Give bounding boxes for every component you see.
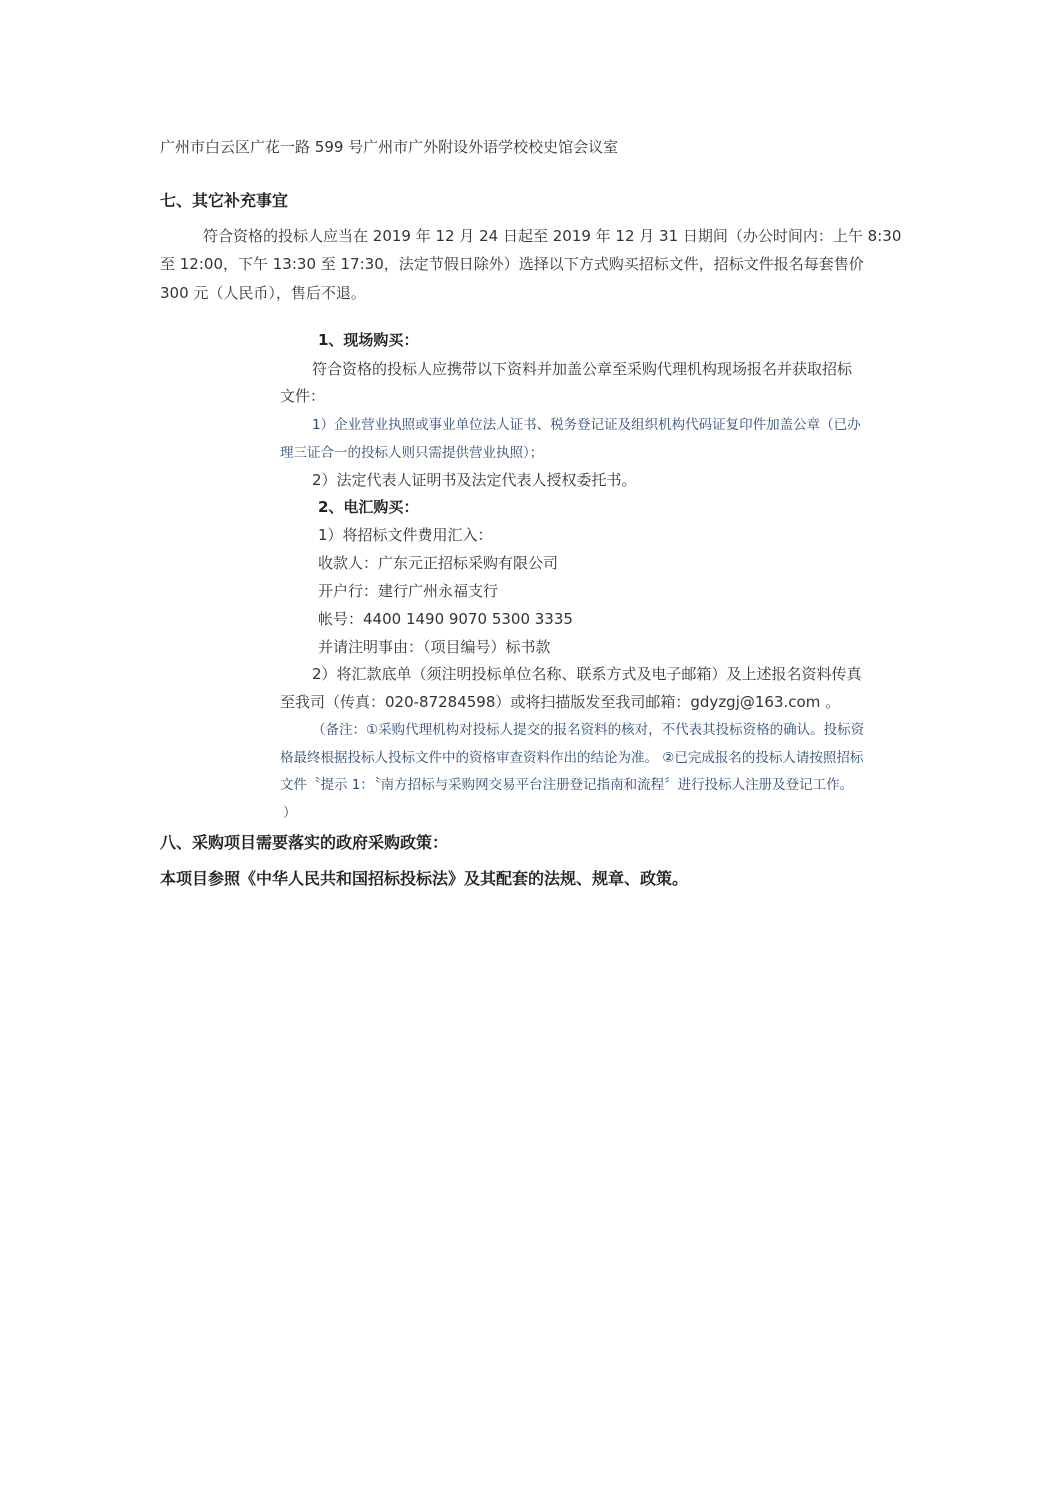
remark-line-1: （备注：①采购代理机构对投标人提交的报名资料的核对，不代表其投标资格的确认。投标资 [312,722,865,738]
section-8-text: 本项目参照《中华人民共和国招标投标法》及其配套的法规、规章、政策。 [160,869,689,888]
onsite-item-2: 2）法定代表人证明书及法定代表人授权委托书。 [312,471,637,489]
remark-line-4: ） [283,805,297,821]
onsite-item-1-line-1: 1）企业营业执照或事业单位法人证书、税务登记证及组织机构代码证复印件加盖公章（已办 [312,417,861,433]
wire-bank: 开户行：建行广州永福支行 [318,582,499,600]
wire-account: 帐号：4400 1490 9070 5300 3335 [318,610,573,628]
address-line: 广州市白云区广花一路 599 号广州市广外附设外语学校校史馆会议室 [160,138,619,156]
section-7-intro-line-3: 300 元（人民币），售后不退。 [160,284,366,302]
section-7-intro-line-1: 符合资格的投标人应当在 2019 年 12 月 24 日起至 2019 年 12 月 31 日期间（办公时间内：上午 8:30 [203,227,902,245]
section-7-heading: 七、其它补充事宜 [160,191,289,210]
section-7-intro-line-2: 至 12:00，下午 13:30 至 17:30，法定节假日除外）选择以下方式购买招标文件，招标文件报名每套售价 [160,255,864,273]
onsite-purchase-heading: 1、现场购买： [318,331,419,349]
wire-purchase-heading: 2、电汇购买： [318,498,419,516]
wire-item-2-line-2: 至我司（传真：020-87284598）或将扫描版发至我司邮箱：gdyzgj@163.com 。 [280,693,841,711]
onsite-purchase-line-1: 符合资格的投标人应携带以下资料并加盖公章至采购代理机构现场报名并获取招标 [312,360,853,378]
section-8-heading: 八、采购项目需要落实的政府采购政策： [160,833,449,852]
wire-item-2-line-1: 2）将汇款底单（须注明投标单位名称、联系方式及电子邮箱）及上述报名资料传真 [312,665,862,683]
wire-payee: 收款人：广东元正招标采购有限公司 [318,554,559,572]
wire-item-1: 1）将招标文件费用汇入： [318,526,493,544]
remark-line-3: 文件〝提示 1：〝南方招标与采购网交易平台注册登记指南和流程〞进行投标人注册及登记工作。 [280,777,854,793]
wire-note: 并请注明事由：（项目编号）标书款 [318,638,551,656]
onsite-purchase-line-2: 文件： [280,387,326,405]
onsite-item-1-line-2: 理三证合一的投标人则只需提供营业执照）； [280,445,544,461]
remark-line-2: 格最终根据投标人投标文件中的资格审查资料作出的结论为准。 ②已完成报名的投标人请按照招标 [280,750,864,766]
